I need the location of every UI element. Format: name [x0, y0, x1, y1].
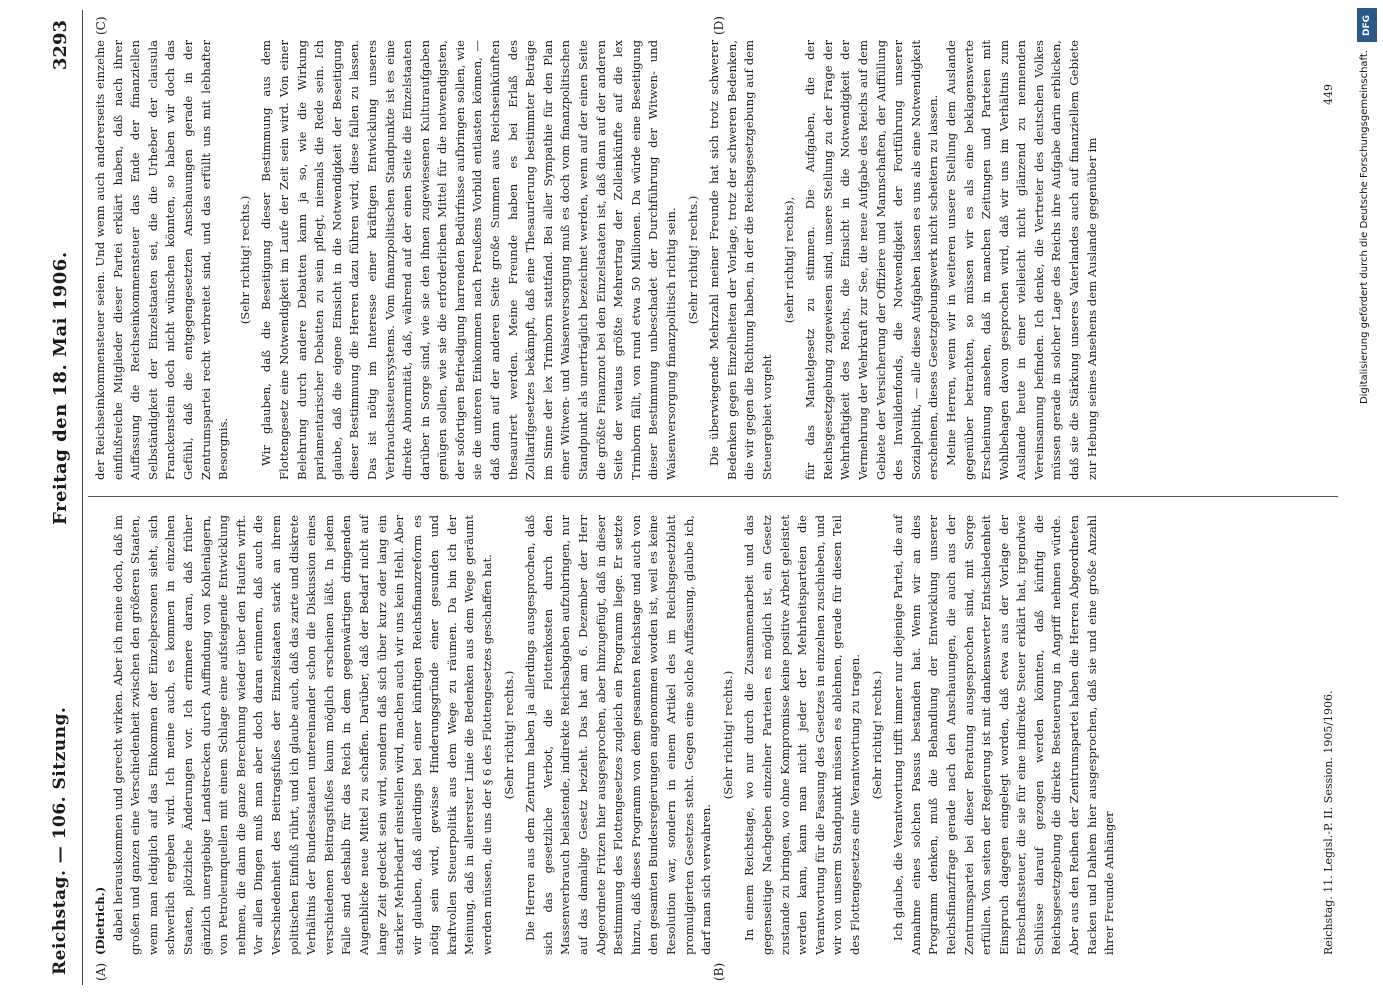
footer-session-info: Reichstag. 11. Legisl.-P. II. Session. 1905/1906.	[1322, 690, 1335, 955]
margin-mark-c: (C)	[94, 16, 108, 35]
column-divider	[88, 496, 1338, 497]
rotated-page-content	[22, 10, 1352, 985]
margin-mark-b: (B)	[712, 962, 726, 981]
header-date: Freitag den 18. Mai 1906.	[50, 251, 71, 525]
left-interjection-1: (Sehr richtig! rechts.)	[501, 670, 516, 800]
footer-sheet-number: 449	[1322, 84, 1335, 105]
right-interjection-1: (Sehr richtig! rechts.)	[237, 195, 252, 325]
right-interjection-2: (Sehr richtig! rechts.)	[685, 195, 700, 325]
right-interjection-3: (sehr richtig! rechts),	[781, 196, 796, 324]
header-page-number: 3293	[50, 20, 71, 71]
margin-mark-a: (A)	[94, 962, 108, 981]
left-paragraph-4: Ich glaube, die Verantwortung trifft immer nur diejenige Partei, die auf Annahme eines solchen Passus bestanden hat. Wenn wir an dies Programm denken, muß die Behandlung der Entwicklung unserer Reichsfinanzfrage gerade nach den Anschauungen, die auch aus der Zentrumspartei bei dieser Beratung ausgesprochen sind, mit Sorge erfüllen. Von seiten der Regierung ist mit dankenswerter Entschiedenheit Einspruch dagegen eingelegt worden, daß etwa aus der Vorlage der Erbschaftssteuer, die sie für eine indirekte Steuer erklärt hat, irgendwie Schlüsse darauf gezogen werden könnten, daß künftig die Reichsgesetzgebung die direkte Besteuerung in Angriff nehmen würde. Aber aus den Reihen der Zentrumspartei haben die Herren Abgeordneten Racken und Dahlem hier ausgesprochen, daß sie und eine große Anzahl ihrer Freunde Anhänger	[891, 515, 1117, 955]
digitization-notice: Digitalisierung gefördert durch die Deutsche Forschungsgemeinschaft.	[1359, 50, 1370, 405]
left-column	[92, 515, 1119, 955]
header-rule	[82, 10, 83, 985]
left-paragraph-3: In einem Reichstage, wo nur durch die Zusammenarbeit und das gegenseitige Nachgeben einzelner Parteien es möglich ist, ein Gesetz zustande zu bringen, wo ohne Kompromisse keine positive Arbeit geleistet werden kann, kann man nicht jeder der Mehrheitsparteien die Verantwortung für die Fassung des Gesetzes in einzelnen zuschieben, und wir von unserm Standpunkt müssen es ablehnen, gerade für diesen Teil des Flottengesetzes eine Verantwortung zu tragen.	[742, 515, 862, 955]
right-paragraph-3: Die überwiegende Mehrzahl meiner Freunde hat sich trotz schwerer Bedenken gegen Einzelheiten der Vorlage, trotz der schweren Bedenken, die wir gegen die Richtung haben, in der die Reichsgesetzgebung auf dem Steuergebiet vorgeht	[707, 40, 774, 480]
dfg-logo: DFG	[1357, 8, 1377, 42]
right-column	[92, 40, 1101, 480]
left-interjection-2: (Sehr richtig! rechts.)	[720, 670, 735, 800]
left-paragraph-1: dabei herauskommen und gerecht wirken. Aber ich meine doch, daß im großen und ganzen eine Verschiedenheit zwischen den größeren Staaten, wenn man lediglich auf das Einkommen der Einzelpersonen sieht, sich schwerlich ergeben wird. Ich meine auch, es kommen in einzelnen Staaten, plötzliche Änderungen vor. Ich erinnere daran, daß früher gänzlich unergiebige Landstrecken durch Auffindung von Kohlenlagern, von Petroleumquellen mit einem Schlage eine aufsteigende Entwicklung nehmen, die dann die ganze Berechnung wieder über den Haufen wirft. Vor allen Dingen muß man aber doch daran erinnern, daß auch die Verschiedenheit des Beitragsfußes der Einzelstaaten stark an ihrem politischen Einfluß rührt, und ich glaube auch, daß das zarte und diskrete Verhältnis der Bundesstaaten untereinander schon die Diskussion eines verschiedenen Beitragsfußes kaum möglich erscheinen läßt. In jedem Falle sind deshalb für das Reich in dem gegenwärtigen dringenden Augenblicke neue Mittel zu schaffen. Darüber, daß der Bedarf nicht auf lange Zeit gedeckt sein wird, sondern daß sich über kurz oder lang ein starker Mehrbedarf einstellen wird, machen auch wir uns kein Hehl. Aber wir glauben, daß allerdings bei einer künftigen Reichsfinanzreform es nötig sein wird, gewisse Hinderungsgründe einer gesunden und kraftvollen Steuerpolitik aus dem Wege zu räumen. Da bin ich der Meinung, daß in allererster Linie die Bedenken aus dem Wege geräumt werden müssen, die uns der § 6 des Flottengesetzes geschaffen hat.	[110, 515, 495, 955]
page-header	[50, 10, 90, 985]
digitization-stamp	[1353, 0, 1383, 1000]
header-session: Reichstag. — 106. Sitzung.	[50, 706, 70, 975]
right-paragraph-4: für das Mantelgesetz zu stimmen. Die Aufgaben, die der Reichsgesetzgebung zugewiesen sind, unsere Stellung zu der Frage der Wehrhaftigkeit des Reichs, die Einsicht in die Notwendigkeit der Vermehrung der Wehrkraft zur See, die neue Aufgabe des Reichs auf dem Gebiete der Versicherung der Offiziere und Mannschaften, der Auffüllung des Invalidenfonds, die Notwendigkeit der Fortführung unserer Sozialpolitik, — alle diese Aufgaben lassen es uns als eine Notwendigkeit erscheinen, dieses Gesetzgebungswerk nicht scheitern zu lassen.	[803, 40, 941, 480]
left-paragraph-2: Die Herren aus dem Zentrum haben ja allerdings ausgesprochen, daß sich das gesetzliche Verbot, die Flottenkosten durch den Massenverbrauch belastende, indirekte Reichsabgaben aufzubringen, nur auf das damalige Gesetz bezieht. Das hat am 6. Dezember der Herr Abgeordnete Fritzen hier ausgesprochen, aber hinzugefügt, daß in dieser Bestimmung des Flottengesetzes zugleich ein Programm liege. Er setzte hinzu, daß dieses Programm von dem gesamten Reichstage und auch von den gesamten Bundesregierungen angenommen worden ist, weil es keine Resolution war, sondern in einem Artikel des im Reichsgesetzblatt promulgierten Gesetzes steht. Gegen eine solche Auffassung, glaube ich, darf man sich verwahren.	[523, 515, 714, 955]
right-paragraph-2: Wir glauben, daß die Beseitigung dieser Bestimmung aus dem Flottengesetz eine Notwendigkeit im Laufe der Zeit sein wird. Von einer Belehrung durch andere Debatten kann ja so, wie die Wirkung parlamentarischer Debatten zu sein pflegt, niemals die Rede sein. Ich glaube, daß die eigene Einsicht in die Notwendigkeit der Beseitigung dieser Bestimmung die Herren dazu führen wird, diese fallen zu lassen. Das ist nötig im Interesse einer kräftigen Entwicklung unseres Verbrauchssteuersystems. Vom finanzpolitischen Standpunkte ist es eine direkte Abnormität, daß, während auf der einen Seite die Einzelstaaten darüber in Sorge sind, wie sie den ihnen zugewiesenen Kulturaufgaben genügen sollen, wie sie die erforderlichen Mittel für die notwendigsten, der sofortigen Befriedigung harrenden Bedürfnisse aufbringen sollen, wie sie die unteren Einkommen nach Preußens Vorbild entlasten können, — daß dann auf der anderen Seite große Summen aus Reichseinkünften thesauriert werden. Meine Freunde haben es bei Erlaß des Zolltarifgesetzes bekämpft, daß eine Thesaurierung bestimmter Beträge im Sinne der lex Trimborn stattfand. Bei aller Sympathie für den Plan einer Witwen- und Waisenversorgung muß es doch vom finanzpolitischen Standpunkt als unerträglich bezeichnet werden, wenn auf der einen Seite die größte Finanznot bei den Einzelstaaten ist, daß dann auf der anderen Seite der weitaus größte Mehrertrag der Zolleinkünfte auf die lex Trimborn fällt, von rund etwa 50 Millionen. Da würde eine Beseitigung dieser Bestimmung unbeschadet der Durchführung der Witwen- und Waisenversorgung finanzpolitisch richtig sein.	[259, 40, 678, 480]
right-paragraph-5: Meine Herren, wenn wir in weiteren unsere Stellung dem Auslande gegenüber betrachten, so müssen wir es als eine beklagenswerte Erscheinung ansehen, daß in manchen Zeitungen und Parteien mit Wohlbehagen davon gesprochen wird, daß wir uns im Verhältnis zum Auslande heute in einer vielleicht nicht glänzend zu nennenden Vereinsamung befinden. Ich denke, die Vertreter des deutschen Volkes müssen gerade in solcher Lage des Reichs ihre Aufgabe darin erblicken, daß sie die Stärkung unseres Vaterlandes auch auf finanziellem Gebiete zur Hebung seines Ansehens dem Auslande gegenüber im	[943, 40, 1099, 480]
margin-mark-d: (D)	[712, 16, 726, 35]
left-interjection-3: (Sehr richtig! rechts.)	[869, 670, 884, 800]
right-paragraph-1: der Reichseinkommensteuer seien. Und wenn auch andererseits einzelne einflußreiche Mitglieder dieser Partei erklärt haben, daß nach ihrer Auffassung die Reichseinkommensteuer das Ende der finanziellen Selbständigkeit der Einzelstaaten sei, die die Urheber der clausula Franckenstein doch nicht wünschen könnten, so haben wir doch das Gefühl, daß die entgegengesetzten Anschauungen gerade in der Zentrumspartei recht verbreitet sind, und das erfüllt uns mit lebhafter Besorgnis.	[93, 40, 231, 480]
speaker-name: (Dietrich.)	[93, 886, 107, 955]
